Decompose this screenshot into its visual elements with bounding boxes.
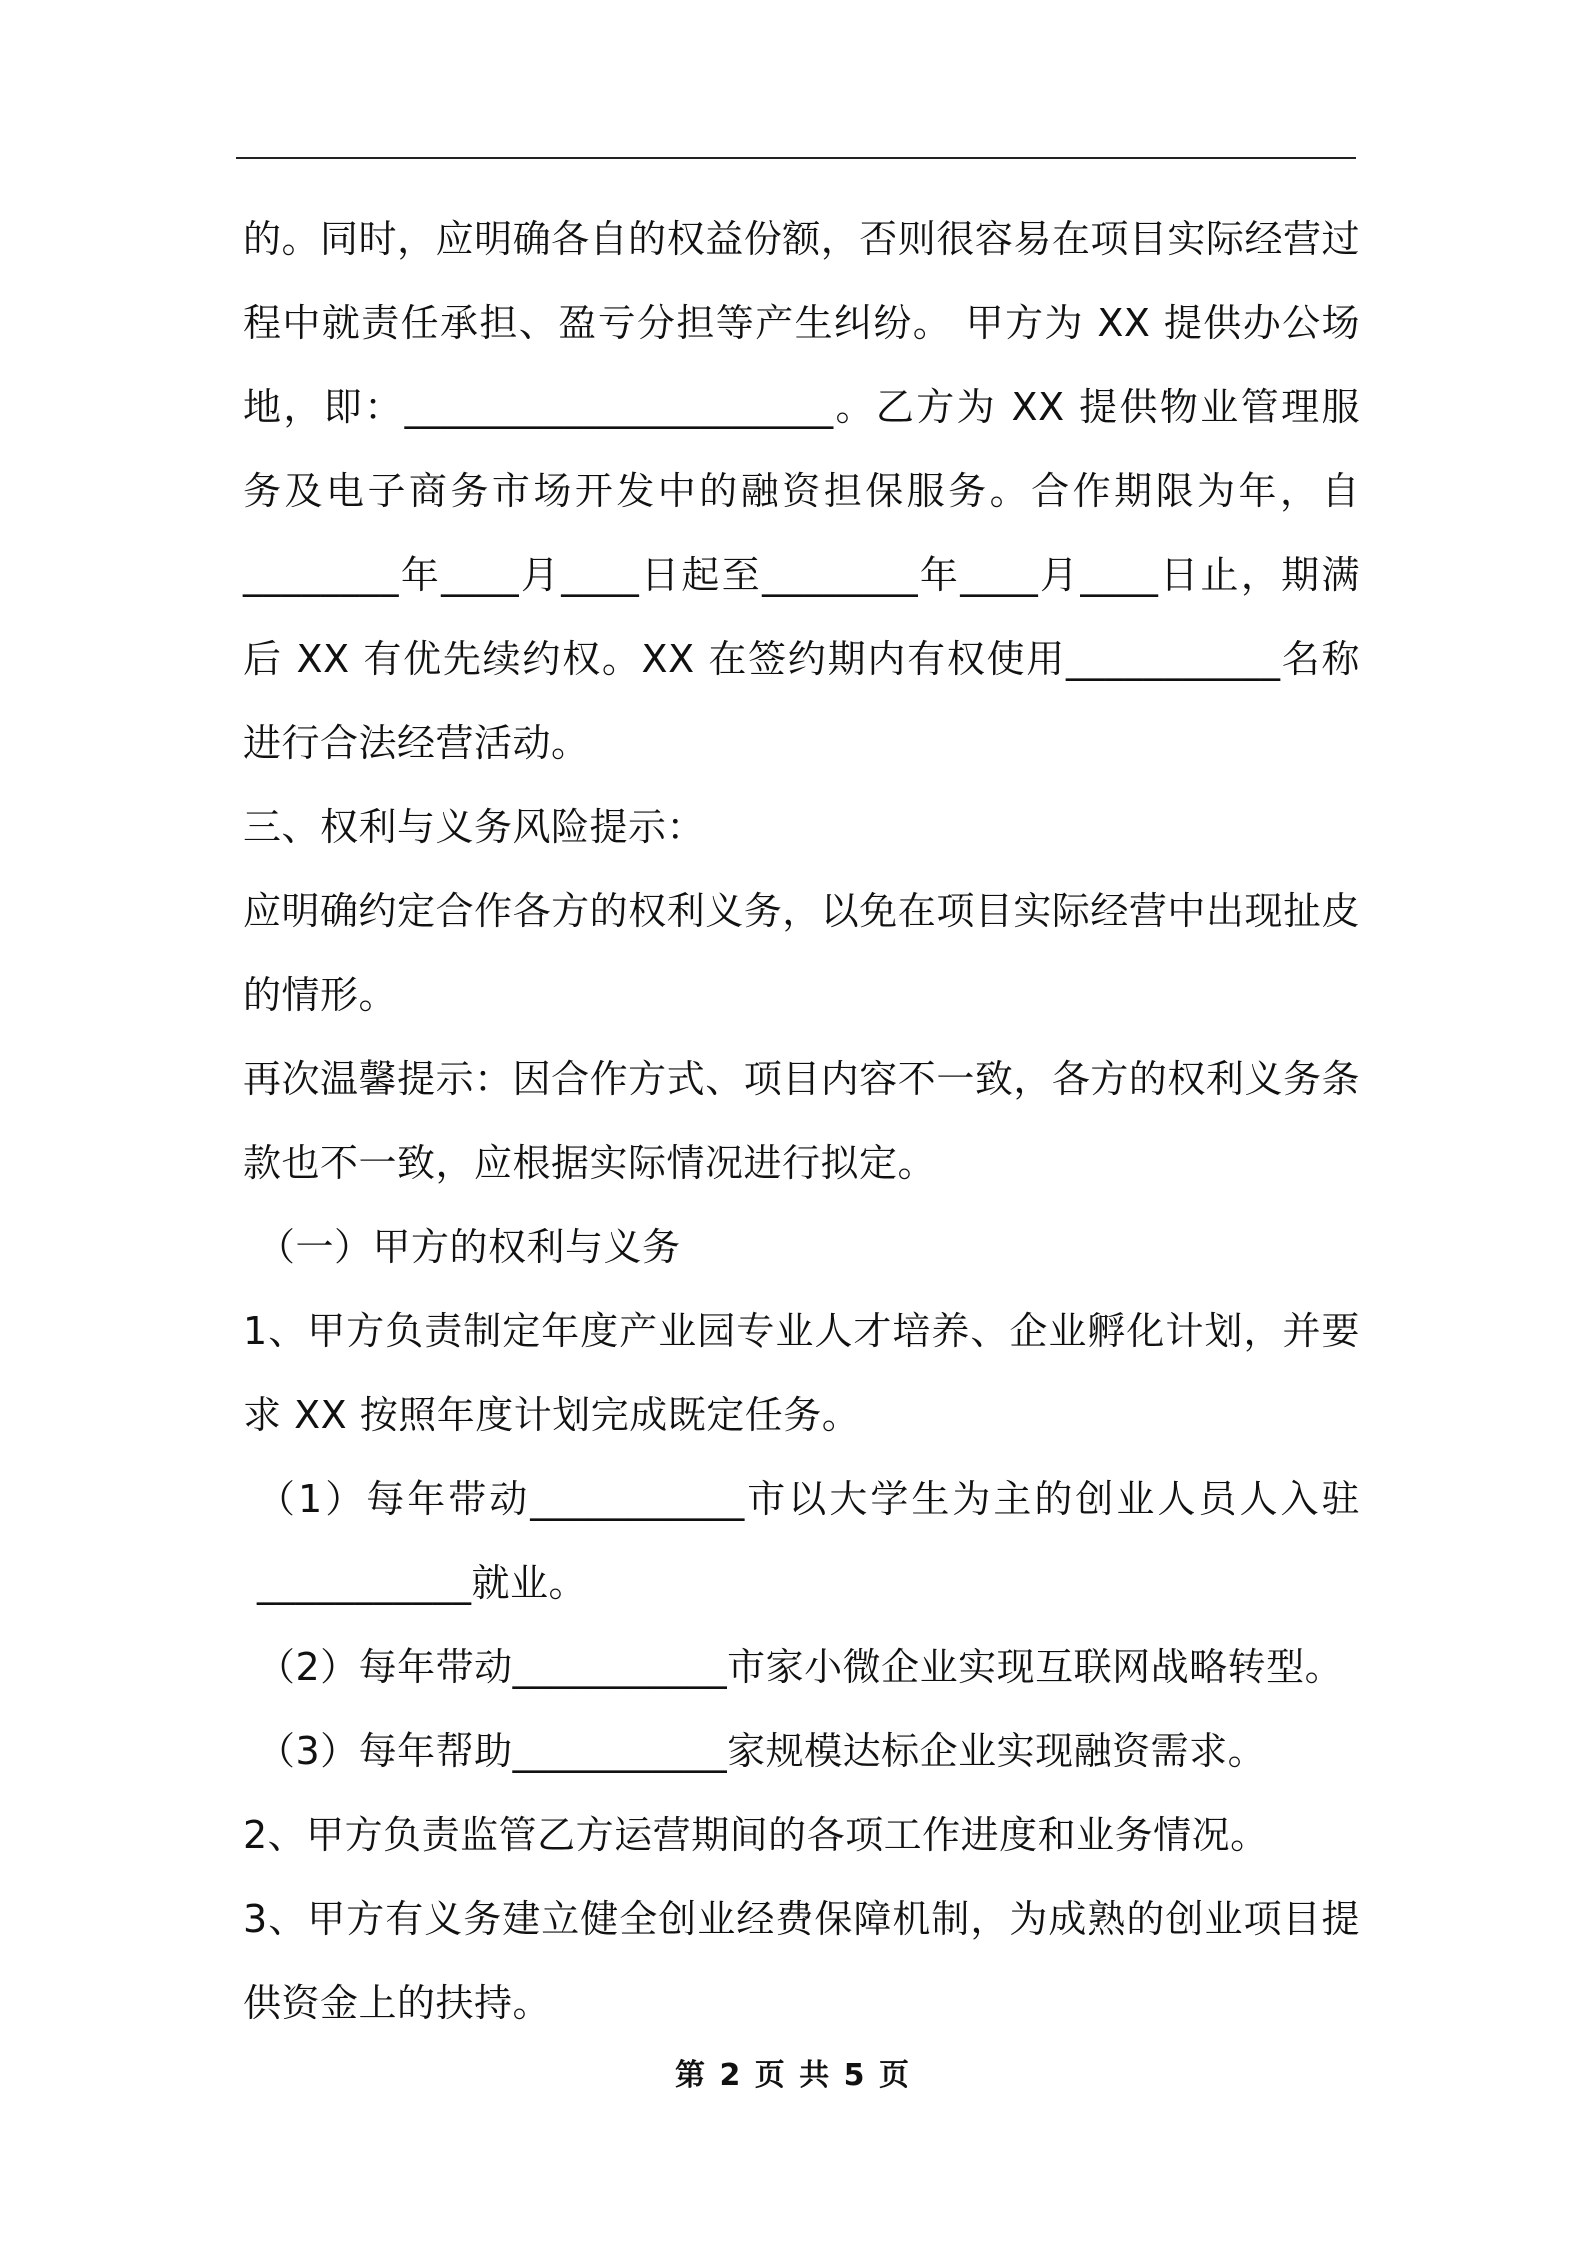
paragraph-partnership-terms: 的。同时，应明确各自的权益份额，否则很容易在项目实际经营过程中就责任承担、盈亏分担等产生纠纷。 甲方为 XX 提供办公场地，即：______________________。乙方为 XX 提供物业管理服务及电子商务市场开发中的融资担保服务。合作期限为年，自________年____月____日起至________年____月____日止，期满后 XX 有优先续约权。XX 在签约期内有权使用___________名称进行合法经营活动。 [243,217,1360,765]
section-heading-rights-obligations: 三、权利与义务风险提示： [243,805,706,849]
paragraph-risk-note: 应明确约定合作各方的权利义务，以免在项目实际经营中出现扯皮的情形。 [243,889,1360,1017]
clause-1-item-1: （1）每年带动___________市以大学生为主的创业人员人入驻___________就业。 [257,1477,1360,1605]
document-body [243,197,1360,2045]
clause-3: 3、甲方有义务建立健全创业经费保障机制，为成熟的创业项目提供资金上的扶持。 [243,1897,1360,2025]
paragraph-reminder: 再次温馨提示：因合作方式、项目内容不一致，各方的权利义务条款也不一致，应根据实际情况进行拟定。 [243,1057,1360,1185]
clause-1-item-3: （3）每年帮助___________家规模达标企业实现融资需求。 [257,1729,1267,1773]
header-divider [236,157,1356,159]
clause-1-item-2: （2）每年带动___________市家小微企业实现互联网战略转型。 [257,1645,1344,1689]
page-number: 第 2 页 共 5 页 [675,2058,911,2093]
subheading-party-a: （一）甲方的权利与义务 [257,1225,681,1269]
clause-1: 1、甲方负责制定年度产业园专业人才培养、企业孵化计划，并要求 XX 按照年度计划完成既定任务。 [243,1309,1360,1437]
clause-2: 2、甲方负责监管乙方运营期间的各项工作进度和业务情况。 [243,1813,1269,1857]
